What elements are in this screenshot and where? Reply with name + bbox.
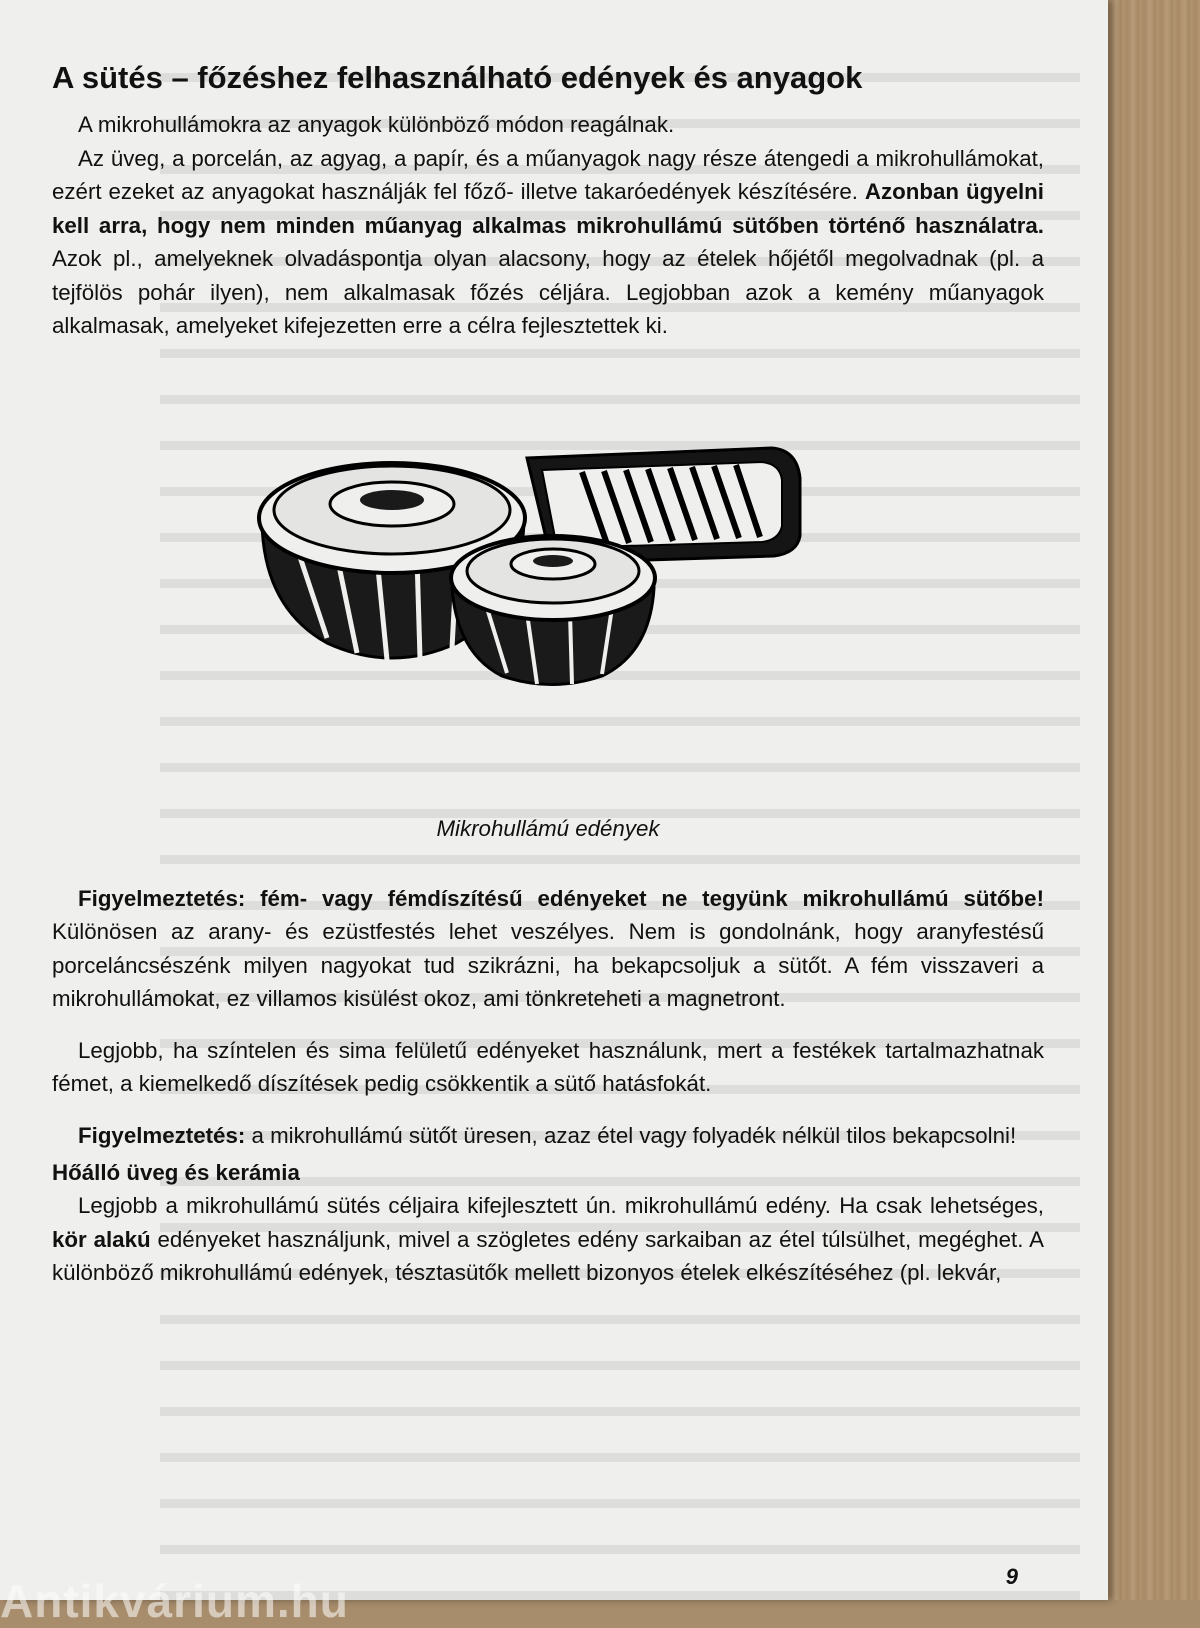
small-round-bowl — [451, 536, 655, 685]
wooden-table-background — [1105, 0, 1200, 1600]
empty-oven-warning-bold: Figyelmeztetés: — [78, 1122, 246, 1148]
page-title: A sütés – főzéshez felhasználható edények és anyagok — [52, 60, 863, 95]
figure-caption: Mikrohullámú edények — [436, 815, 660, 841]
colorless-dishes-paragraph: Legjobb, ha színtelen és sima felületű edényeket használunk, mert a festékek tartalmazhatnak fémet, a kiemelkedő díszítések pedig csökkentik a sütő hatásfokát. — [52, 1037, 1044, 1096]
materials-bold-warning: Azonban ügyelni kell arra, hogy nem minden műanyag alkalmas mikrohullámú sütőben történő használatra. — [52, 179, 1044, 238]
section-subheading: Hőálló üveg és kerámia — [52, 1160, 300, 1185]
metal-warning-text: Különösen az arany- és ezüstfestés lehet veszélyes. Nem is gondolnánk, hogy aranyfestésű porceláncsészénk milyen nagyokat tud szikrázni, ha bekapcsoljuk a sütőt. A fém visszaveri a mikrohullámokat, ez villamos kisülést okoz, ami tönkreteheti a magnetront. — [52, 919, 1044, 1011]
page-content — [52, 58, 1044, 1290]
heatproof-text-a: Legjobb a mikrohullámú sütés céljaira kifejlesztett ún. mikrohullámú edény. Ha csak lehetséges, — [78, 1193, 1044, 1218]
empty-oven-warning-text: a mikrohullámú sütőt üresen, azaz étel vagy folyadék nélkül tilos bekapcsolni! — [245, 1122, 1017, 1148]
materials-paragraph — [52, 142, 1044, 343]
materials-rest-text: Azok pl., amelyeknek olvadáspontja olyan alacsony, hogy az ételek hőjétől megolvadnak (pl. a tejfölös pohár ilyen), nem alkalmasak főzés céljára. Legjobban azok a kemény műanyagok alkalmasak, amelyeket kifejezetten erre a célra fejlesztettek ki. — [52, 246, 1044, 338]
heatproof-text-b: edényeket használjunk, mivel a szögletes edény sarkaiban az étel túlsülhet, megéghet. A különböző mikrohullámú edények, tésztasütők mellett bizonyos ételek elkészítéséhez (pl. lekvár, — [52, 1226, 1044, 1285]
metal-warning-paragraph — [52, 882, 1044, 1016]
heatproof-glass-paragraph — [52, 1189, 1044, 1290]
round-shape-bold: kör alakú — [52, 1226, 151, 1252]
materials-intro-text: Az üveg, a porcelán, az agyag, a papír, és a műanyagok nagy része átengedi a mikrohullámokat, ezért ezeket az anyagokat használják fel főző- illetve takaróedények készítésére. — [52, 145, 1044, 204]
empty-oven-warning-paragraph — [52, 1119, 1044, 1153]
watermark: Antikvárium.hu — [0, 1575, 349, 1627]
page-number: 9 — [1005, 1564, 1018, 1589]
metal-warning-bold: Figyelmeztetés: fém- vagy fémdíszítésű edényeket ne tegyünk mikrohullámú sütőbe! — [78, 885, 1044, 911]
intro-paragraph: A mikrohullámokra az anyagok különböző módon reagálnak. — [78, 112, 675, 137]
microwave-dishes-drawing — [252, 438, 812, 693]
cookware-illustration — [52, 438, 1044, 808]
